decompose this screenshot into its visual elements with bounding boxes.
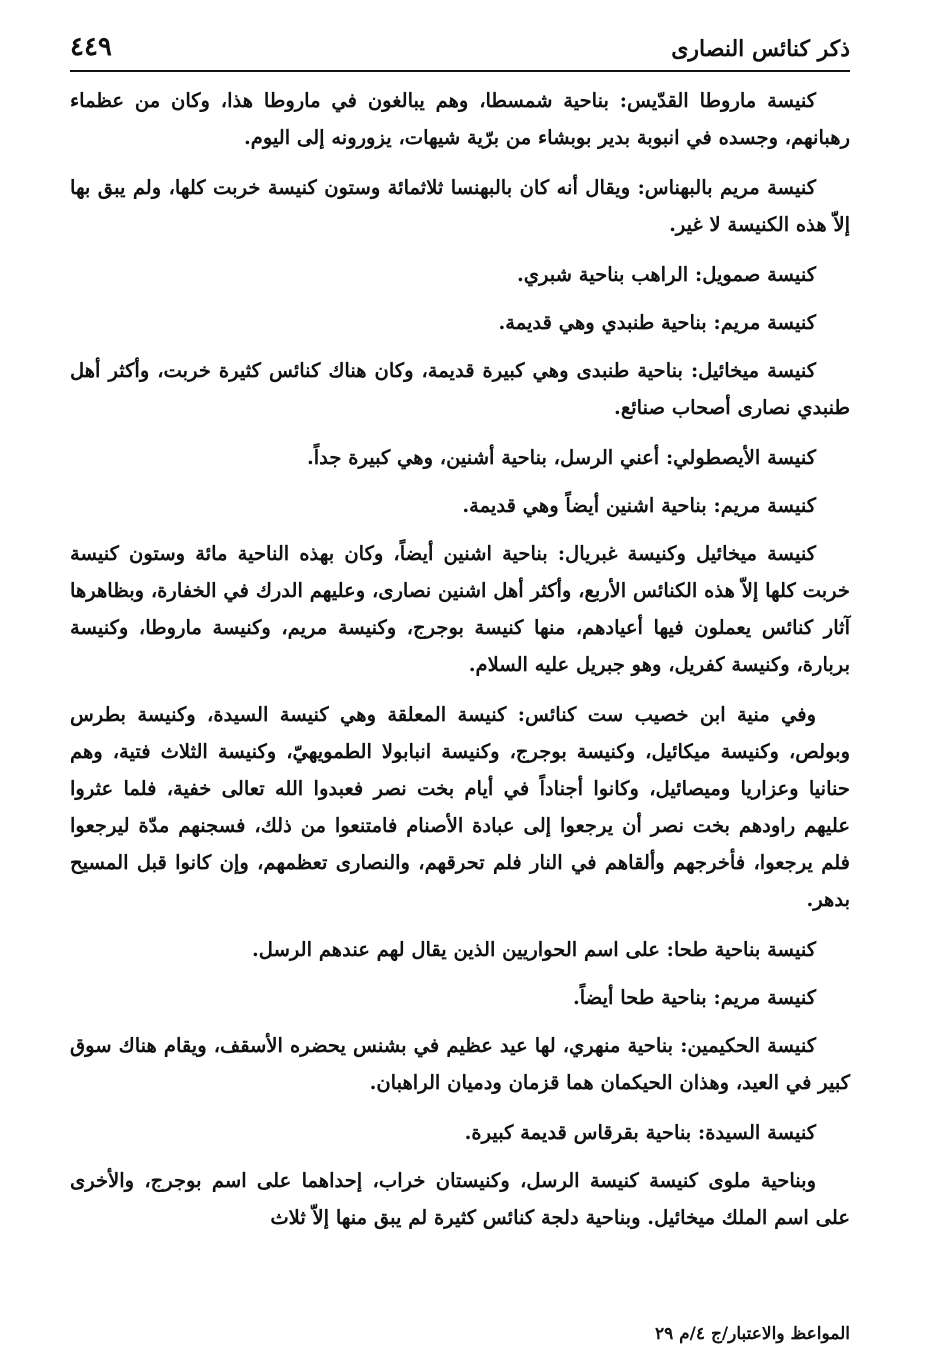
paragraph-two-physicians: كنيسة الحكيمين: بناحية منهري، لها عيد عظيم في بشنس يحضره الأسقف، ويقام هناك سوق كبير في العيد، وهذان الحيكمان هما قزمان ودميان الراهبان. bbox=[70, 1034, 850, 1094]
paragraph-maryam-bahnasa: كنيسة مريم بالبهناس: ويقال أنه كان بالبهنسا ثلاثمائة وستون كنيسة خربت كلها، ولم يبق بها إلاّ هذه الكنيسة لا غير. bbox=[70, 176, 850, 236]
section-title: ذكر كنائس النصارى bbox=[671, 36, 850, 62]
body-text bbox=[70, 82, 850, 1236]
paragraph-mikhail-tanbadi: كنيسة ميخائيل: بناحية طنبدى وهي كبيرة قديمة، وكان هناك كنائس كثيرة خربت، وأكثر أهل طنبدي نصارى أصحاب صنائع. bbox=[70, 359, 850, 419]
running-header bbox=[70, 28, 850, 72]
footer-signature: المواعظ والاعتبار/ج ٤/م ٢٩ bbox=[654, 1324, 850, 1344]
paragraph-taha-church: كنيسة بناحية طحا: على اسم الحواريين الذين يقال لهم عندهم الرسل. bbox=[252, 938, 816, 961]
paragraph-sayyida-church: كنيسة السيدة: بناحية بقرقاس قديمة كبيرة. bbox=[464, 1121, 816, 1144]
paragraph-samuel-church: كنيسة صمويل: الراهب بناحية شبري. bbox=[516, 263, 816, 286]
paragraph-maruta-church: كنيسة ماروطا القدّيس: بناحية شمسطا، وهم يبالغون في ماروطا هذا، وكان من عظماء رهبانهم، وجسده في انبوبة بدير بوبشاء من برّية شيهات، يزورونه إلى اليوم. bbox=[70, 89, 850, 149]
book-page bbox=[70, 28, 850, 1348]
paragraph-maryam-tanbadi: كنيسة مريم: بناحية طنبدي وهي قديمة. bbox=[498, 311, 816, 334]
paragraph-munyat-ibn-khasib: وفي منية ابن خصيب ست كنائس: كنيسة المعلقة وهي كنيسة السيدة، وكنيسة بطرس وبولص، وكنيسة ميكائيل، وكنيسة بوجرج، وكنيسة انبابولا الطمويهيّ، وكنيسة الثلاث فتية، وهم حنانيا وعزاريا وميصائيل، وكانوا أجناداً في أيام بخت نصر فعبدوا الله تعالى خفية، فلما عثروا عليهم راودهم بخت نصر أن يرجعوا إلى عبادة الأصنام فامتنعوا من ذلك، فسجنهم مدّة ليرجعوا فلم يرجعوا، فأخرجهم وألقاهم في النار فلم تحرقهم، والنصارى تعظمهم، وإن كانوا قبل المسيح بدهر. bbox=[70, 703, 850, 911]
paragraph-mallawi-dalja: وبناحية ملوى كنيسة كنيسة الرسل، وكنيستان خراب، إحداهما على اسم بوجرج، والأخرى على اسم الملك ميخائيل. وبناحية دلجة كنائس كثيرة لم يبق منها إلاّ ثلاث bbox=[70, 1169, 850, 1229]
paragraph-apostles-church: كنيسة الأيصطولي: أعني الرسل، بناحية أشنين، وهي كبيرة جداً. bbox=[306, 446, 816, 469]
paragraph-mikhail-ghabriyal: كنيسة ميخائيل وكنيسة غبريال: بناحية اشنين أيضاً، وكان بهذه الناحية مائة وستون كنيسة خربت كلها إلاّ هذه الكنائس الأربع، وأكثر أهل اشنين نصارى، وعليهم الدرك في الخفارة، وبظاهرها آثار كنائس يعملون فيها أعيادهم، منها كنيسة بوجرج، وكنيسة مريم، وكنيسة ماروطا، وكنيسة بربارة، وكنيسة كفريل، وهو جبريل عليه السلام. bbox=[70, 542, 850, 676]
page-number: ٤٤٩ bbox=[70, 32, 112, 62]
paragraph-maryam-taha: كنيسة مريم: بناحية طحا أيضاً. bbox=[572, 986, 816, 1009]
paragraph-maryam-ashnin: كنيسة مريم: بناحية اشنين أيضاً وهي قديمة. bbox=[462, 494, 816, 517]
